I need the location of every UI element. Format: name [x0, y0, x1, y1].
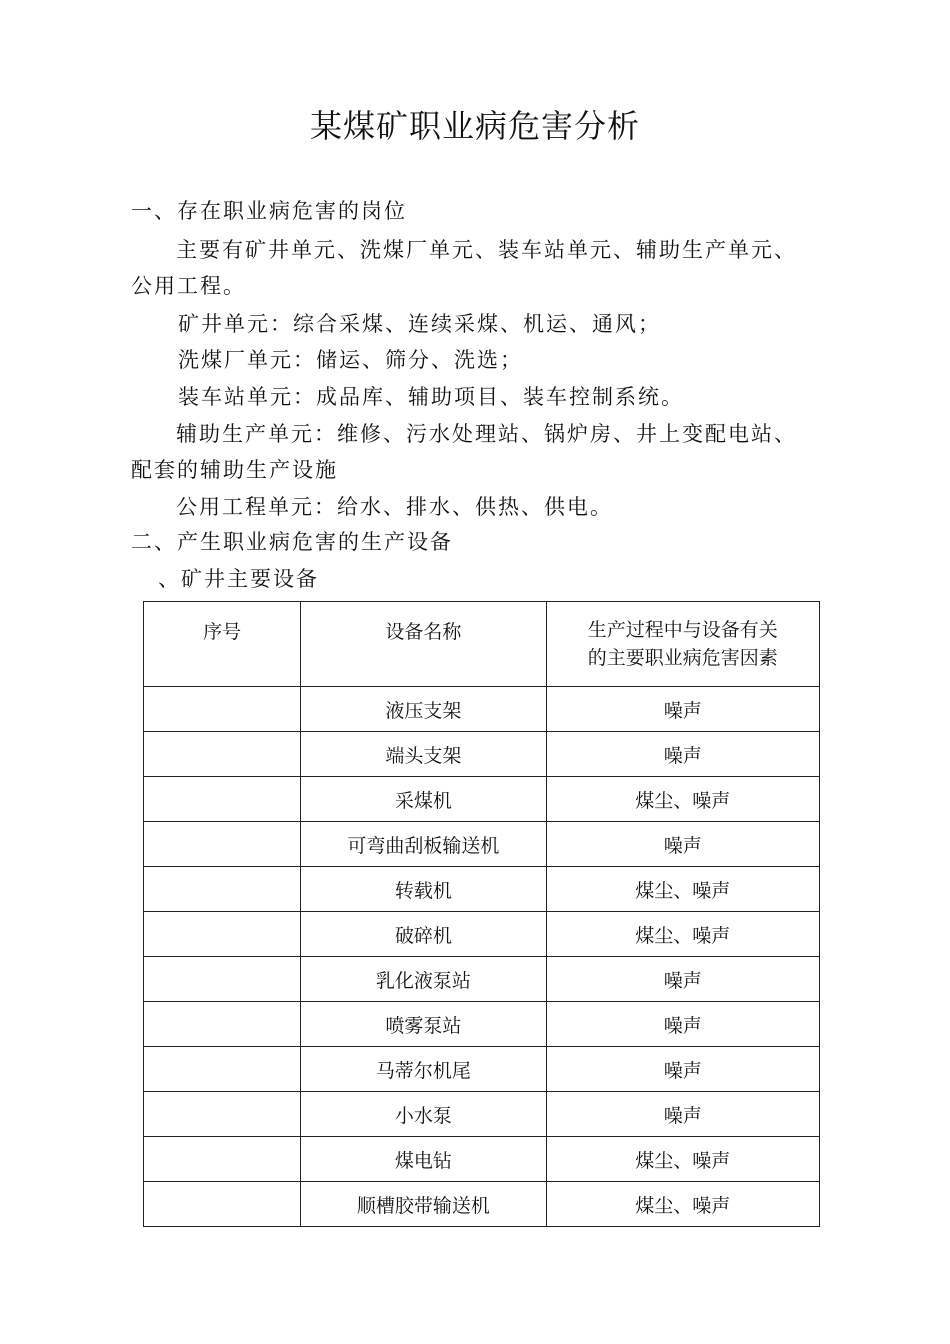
- row-seq: [144, 1182, 301, 1227]
- section1-heading: 一、存在职业病危害的岗位: [131, 199, 407, 223]
- table-header-row: [144, 602, 820, 687]
- table-row: [144, 1092, 820, 1137]
- row-hazard: 煤尘、噪声: [546, 912, 819, 957]
- table-row: [144, 1137, 820, 1182]
- row-equipment-name: 可弯曲刮板输送机: [301, 822, 546, 867]
- header-name: 设备名称: [301, 602, 546, 687]
- row-equipment-name: 喷雾泵站: [301, 1002, 546, 1047]
- row-seq: [144, 912, 301, 957]
- row-hazard: 噪声: [546, 1047, 819, 1092]
- row-seq: [144, 687, 301, 732]
- row-hazard: 噪声: [546, 1002, 819, 1047]
- aux-unit-line1: 辅助生产单元：维修、污水处理站、锅炉房、井上变配电站、: [176, 422, 797, 446]
- equipment-table: [143, 601, 820, 1227]
- row-equipment-name: 端头支架: [301, 732, 546, 777]
- table-row: [144, 732, 820, 777]
- header-hazard: [546, 602, 819, 687]
- row-equipment-name: 煤电钻: [301, 1137, 546, 1182]
- row-seq: [144, 1137, 301, 1182]
- row-hazard: 噪声: [546, 957, 819, 1002]
- row-hazard: 噪声: [546, 732, 819, 777]
- washery-unit-text: 洗煤厂单元：储运、筛分、洗选；: [178, 348, 523, 372]
- header-hazard-line2: 的主要职业病危害因素: [587, 647, 778, 669]
- row-seq: [144, 867, 301, 912]
- row-equipment-name: 转载机: [301, 867, 546, 912]
- mine-unit-text: 矿井单元：综合采煤、连续采煤、机运、通风；: [178, 312, 661, 336]
- table-row: [144, 867, 820, 912]
- row-hazard: 煤尘、噪声: [546, 777, 819, 822]
- loading-unit-text: 装车站单元：成品库、辅助项目、装车控制系统。: [178, 385, 684, 409]
- row-hazard: 噪声: [546, 1092, 819, 1137]
- row-equipment-name: 马蒂尔机尾: [301, 1047, 546, 1092]
- row-seq: [144, 957, 301, 1002]
- table-row: [144, 1182, 820, 1227]
- table-row: [144, 777, 820, 822]
- row-equipment-name: 破碎机: [301, 912, 546, 957]
- row-equipment-name: 液压支架: [301, 687, 546, 732]
- row-equipment-name: 采煤机: [301, 777, 546, 822]
- table-row: [144, 822, 820, 867]
- table-row: [144, 957, 820, 1002]
- row-hazard: 噪声: [546, 687, 819, 732]
- header-seq: 序号: [144, 602, 301, 687]
- row-seq: [144, 732, 301, 777]
- row-seq: [144, 1092, 301, 1137]
- row-hazard: 噪声: [546, 822, 819, 867]
- row-equipment-name: 乳化液泵站: [301, 957, 546, 1002]
- row-seq: [144, 1002, 301, 1047]
- row-hazard: 煤尘、噪声: [546, 867, 819, 912]
- table-row: [144, 912, 820, 957]
- row-hazard: 煤尘、噪声: [546, 1182, 819, 1227]
- page-title: 某煤矿职业病危害分析: [309, 107, 640, 145]
- row-equipment-name: 顺槽胶带输送机: [301, 1182, 546, 1227]
- row-equipment-name: 小水泵: [301, 1092, 546, 1137]
- table-row: [144, 1047, 820, 1092]
- row-seq: [144, 822, 301, 867]
- aux-unit-line2: 配套的辅助生产设施: [131, 458, 338, 482]
- section1-intro-line2: 公用工程。: [131, 274, 246, 298]
- utility-unit-text: 公用工程单元：给水、排水、供热、供电。: [176, 495, 613, 519]
- row-hazard: 煤尘、噪声: [546, 1137, 819, 1182]
- section1-intro-line1: 主要有矿井单元、洗煤厂单元、装车站单元、辅助生产单元、: [176, 238, 797, 262]
- header-hazard-line1: 生产过程中与设备有关: [587, 619, 778, 641]
- row-seq: [144, 777, 301, 822]
- table-row: [144, 687, 820, 732]
- section2-heading: 二、产生职业病危害的生产设备: [131, 530, 453, 554]
- section2-subheading: 、矿井主要设备: [158, 567, 319, 591]
- table-row: [144, 1002, 820, 1047]
- row-seq: [144, 1047, 301, 1092]
